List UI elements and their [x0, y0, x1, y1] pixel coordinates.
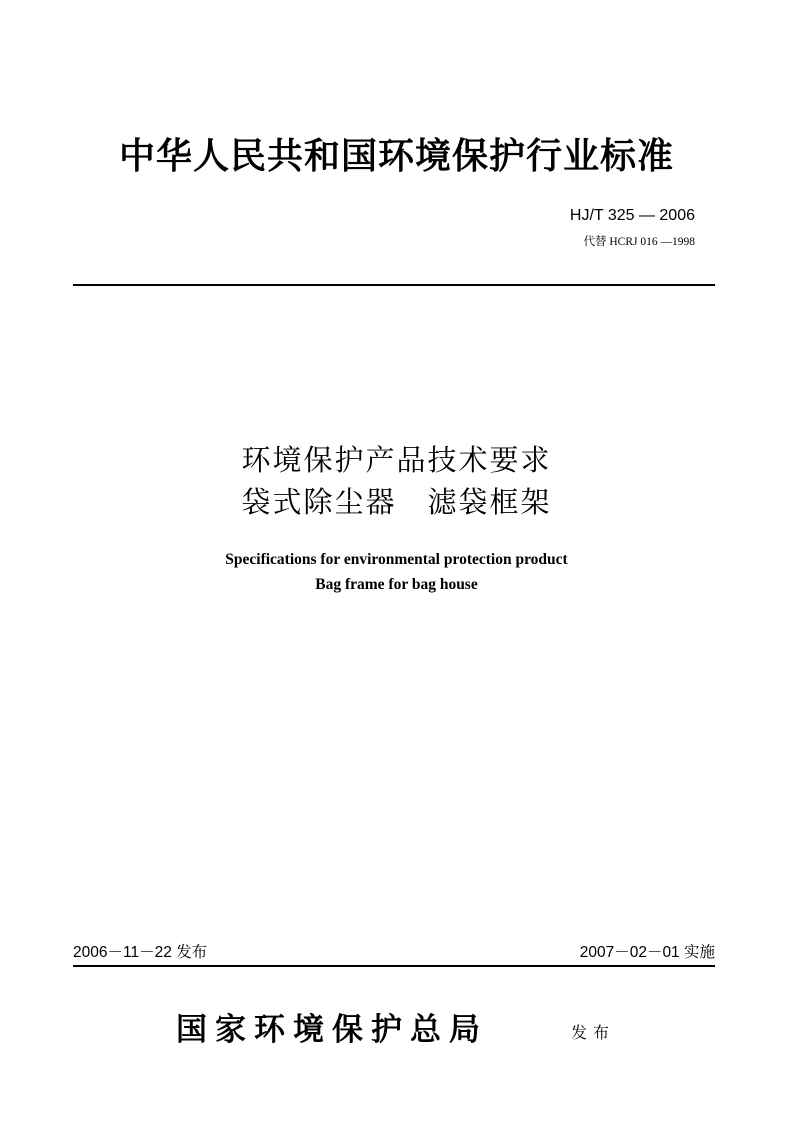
publish-label: 发布 — [571, 1023, 616, 1042]
bottom-divider — [73, 965, 715, 967]
chinese-title-line-1: 环境保护产品技术要求 — [241, 443, 552, 477]
standard-category-title: 中华人民共和国环境保护行业标准 — [118, 135, 674, 177]
standard-number: HJ/T 325 — 2006 — [569, 207, 695, 224]
issue-date: 2006－11－22 发布 — [73, 944, 208, 961]
implementation-date: 2007－02－01 实施 — [579, 944, 715, 961]
issuing-authority: 国家环境保护总局 — [176, 1012, 488, 1048]
english-title-line-1: Specifications for environmental protection product — [225, 551, 568, 568]
top-divider — [73, 284, 715, 286]
replaced-standard: 代替 HCRJ 016 —1998 — [583, 236, 695, 248]
english-title-line-2: Bag frame for bag house — [315, 576, 478, 593]
chinese-title-line-2: 袋式除尘器 滤袋框架 — [241, 485, 552, 519]
